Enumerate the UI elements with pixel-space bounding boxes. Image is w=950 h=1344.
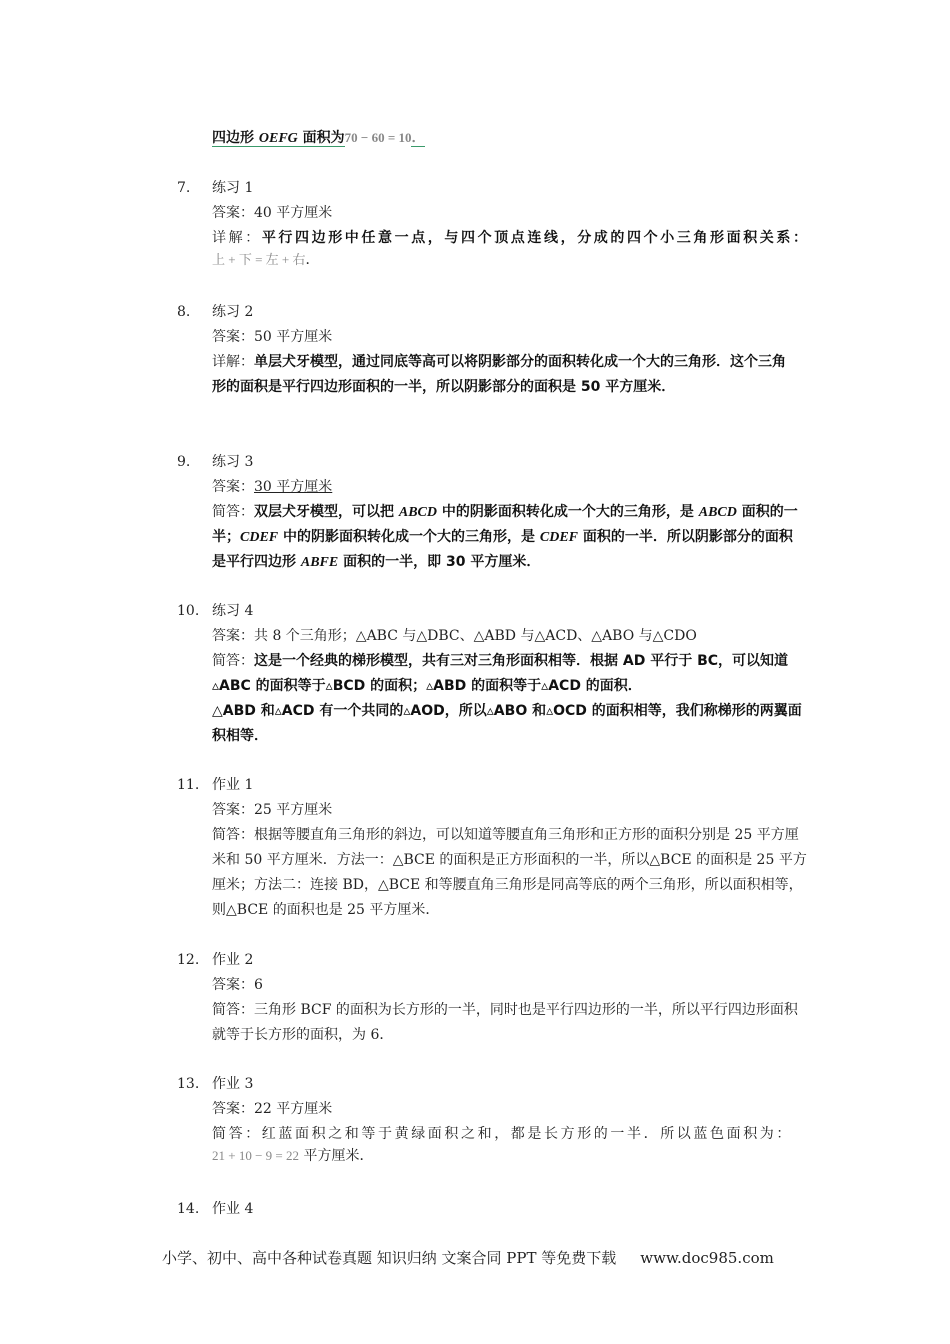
item-10-title: 练习 4 — [212, 603, 254, 619]
item-10-detail-4: 积相等． — [212, 728, 268, 744]
item-9-l3c: 面积的一半，即 30 平方厘米． — [338, 554, 541, 570]
item-11-detail-3: 厘米；方法二：连接 BD，△BCE 和等腰直角三角形是同高等底的两个三角形，所以面积相等， — [212, 877, 803, 893]
top-mid: 面积为 — [297, 130, 345, 146]
item-9-l2c: 中的阴影面积转化成一个大的三角形，是 — [278, 529, 540, 545]
item-9-l1d: ABCD — [698, 505, 737, 520]
item-9-l2a: 半； — [212, 529, 240, 545]
item-12-number: 12. — [177, 952, 200, 968]
item-13-formula-line — [212, 1146, 373, 1166]
item-10-answer: 答案：共 8 个三角形；△ABC 与△DBC、△ABD 与△ACD、△ABO 与△CDO — [212, 628, 697, 644]
footer — [162, 1247, 774, 1268]
item-12-title: 作业 2 — [212, 952, 254, 968]
top-suffix: ． — [411, 130, 426, 146]
top-line — [212, 128, 425, 149]
item-8-detail-label: 详解： — [212, 354, 254, 370]
item-9-detail-2 — [212, 527, 793, 548]
item-10-detail-label: 简答： — [212, 653, 254, 669]
item-9-l2b: CDEF — [240, 530, 279, 545]
item-10-detail-3: △ABD 和▵ACD 有一个共同的▵AOD，所以▵ABO 和▵OCD 的面积相等，我们称梯形的两翼面 — [212, 703, 802, 719]
item-9-l2e: 面积的一半．所以阴影部分的面积 — [578, 529, 793, 545]
item-11-detail-4: 则△BCE 的面积也是 25 平方厘米． — [212, 902, 440, 918]
item-7-detail-label: 详解： — [212, 230, 262, 246]
item-11-detail-2: 米和 50 平方厘米．方法一：△BCE 的面积是正方形面积的一半，所以△BCE 的面积是 25 平方 — [212, 852, 807, 868]
item-8-detail-1 — [212, 352, 786, 372]
item-11-detail-1: 简答：根据等腰直角三角形的斜边，可以知道等腰直角三角形和正方形的面积分别是 25 平方厘 — [212, 827, 799, 843]
item-9-l2d: CDEF — [539, 530, 578, 545]
item-8-detail-text-1: 单层犬牙模型，通过同底等高可以将阴影部分的面积转化成一个大的三角形．这个三角 — [254, 354, 786, 370]
item-7-number: 7. — [177, 180, 191, 196]
item-9-answer — [212, 477, 332, 497]
item-7-formula: 上 + 下 = 左 + 右 — [212, 252, 306, 267]
item-10-detail-2: ▵ABC 的面积等于▵BCD 的面积；▵ABD 的面积等于▵ACD 的面积． — [212, 678, 642, 694]
item-9-l1c: 中的阴影面积转化成一个大的三角形，是 — [437, 504, 699, 520]
item-7-detail-text: 平行四边形中任意一点，与四个顶点连线，分成的四个小三角形面积关系： — [261, 230, 810, 246]
item-7-answer: 答案：40 平方厘米 — [212, 205, 333, 221]
item-9-answer-prefix: 答案： — [212, 479, 254, 495]
item-8-title: 练习 2 — [212, 304, 254, 320]
item-12-detail-2: 就等于长方形的面积，为 6． — [212, 1027, 394, 1043]
item-13-title: 作业 3 — [212, 1076, 254, 1092]
item-9-answer-value: 30 平方厘米 — [254, 479, 333, 495]
item-9-l3b: ABFE — [300, 555, 339, 570]
item-11-number: 11. — [177, 777, 200, 793]
top-prefix: 四边形 — [212, 130, 259, 146]
item-13-formula-end: 平方厘米． — [299, 1148, 374, 1164]
top-text — [212, 130, 345, 147]
item-8-detail-2: 形的面积是平行四边形面积的一半，所以阴影部分的面积是 50 平方厘米． — [212, 379, 676, 395]
item-9-title: 练习 3 — [212, 454, 254, 470]
item-9-l3a: 是平行四边形 — [212, 554, 301, 570]
item-9-l1e: 面积的一 — [736, 504, 798, 520]
top-shape: OEFG — [258, 131, 298, 146]
item-13-answer: 答案：22 平方厘米 — [212, 1101, 333, 1117]
item-11-answer: 答案：25 平方厘米 — [212, 802, 333, 818]
item-12-detail-1: 简答：三角形 BCF 的面积为长方形的一半，同时也是平行四边形的一半，所以平行四边形面积 — [212, 1002, 798, 1018]
item-14-number: 14. — [177, 1201, 200, 1217]
item-7-detail — [212, 228, 810, 248]
item-11-title: 作业 1 — [212, 777, 254, 793]
item-9-detail-1 — [212, 502, 798, 523]
item-9-detail-label: 简答： — [212, 504, 254, 520]
item-13-detail-1: 简答：红蓝面积之和等于黄绿面积之和，都是长方形的一半．所以蓝色面积为： — [212, 1126, 793, 1142]
item-13-formula: 21 + 10 − 9 = 22 — [212, 1148, 299, 1163]
item-10-detail-1 — [212, 651, 788, 671]
item-10-detail-text-1: 这是一个经典的梯形模型，共有三对三角形面积相等．根据 AD 平行于 BC，可以知道 — [254, 653, 789, 669]
item-13-number: 13. — [177, 1076, 200, 1092]
item-8-number: 8. — [177, 304, 191, 320]
item-7-title: 练习 1 — [212, 180, 254, 196]
footer-left: 小学、初中、高中各种试卷真题 知识归纳 文案合同 PPT 等免费下载 — [162, 1249, 617, 1267]
item-7-formula-line — [212, 250, 320, 270]
item-12-answer: 答案：6 — [212, 977, 263, 993]
item-7-formula-end: ． — [305, 252, 320, 268]
item-9-l1a: 双层犬牙模型，可以把 — [254, 504, 399, 520]
item-10-number: 10. — [177, 603, 200, 619]
item-8-answer: 答案：50 平方厘米 — [212, 329, 333, 345]
top-formula: 70 − 60 = 10 — [344, 130, 412, 145]
footer-url[interactable]: www.doc985.com — [640, 1249, 774, 1267]
item-14-title: 作业 4 — [212, 1201, 254, 1217]
item-9-number: 9. — [177, 454, 191, 470]
item-9-l1b: ABCD — [398, 505, 437, 520]
item-9-detail-3 — [212, 552, 540, 573]
